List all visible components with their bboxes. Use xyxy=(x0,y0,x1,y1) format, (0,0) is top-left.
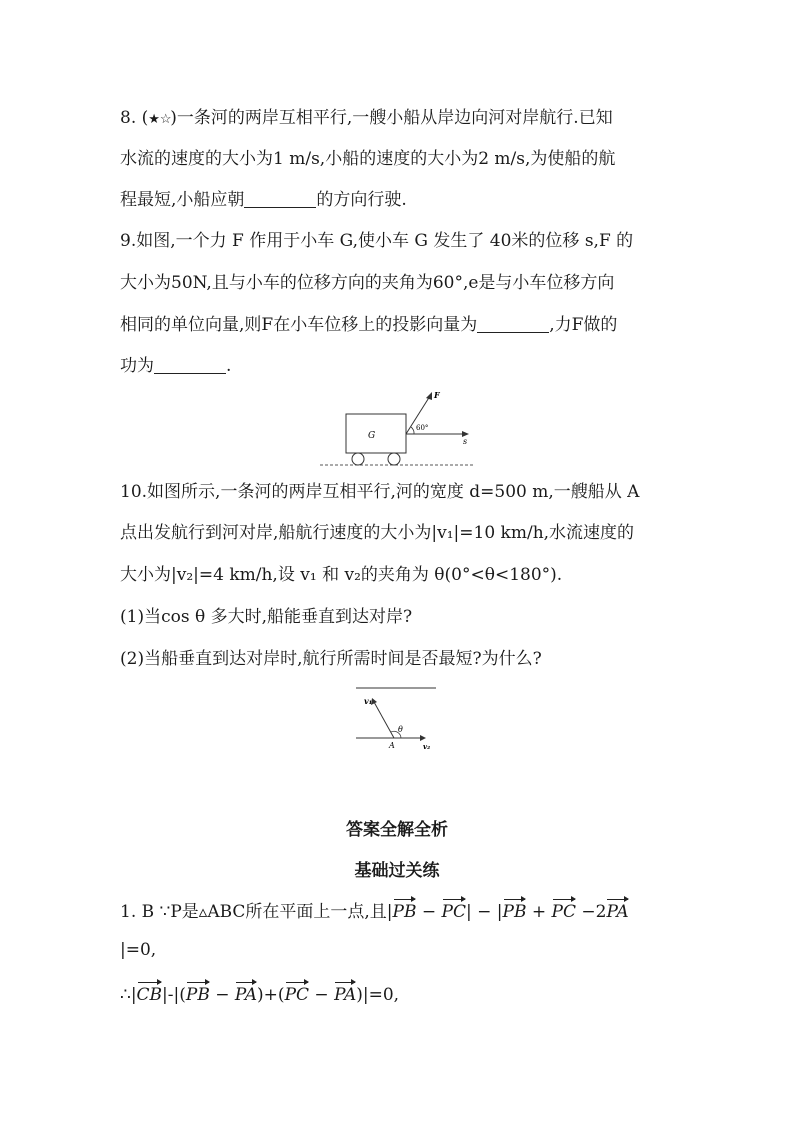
cart-force-figure xyxy=(318,388,478,470)
q10-line1: 10.如图所示,一条河的两岸互相平行,河的宽度 d=500 m,一艘船从 A xyxy=(120,482,640,502)
v1-label: v₁ xyxy=(364,696,373,706)
answer-blank xyxy=(477,316,549,333)
q10-line2: 点出发航行到河对岸,船航行速度的大小为|v₁|=10 km/h,水流速度的 xyxy=(120,523,635,543)
q8-line2: 水流的速度的大小为1 m/s,小船的速度的大小为2 m/s,为使船的航 xyxy=(120,149,616,169)
force-arrowhead xyxy=(426,392,432,400)
q9-line1: 9.如图,一个力 F 作用于小车 G,使小车 G 发生了 40米的位移 s,F 的 xyxy=(120,231,634,251)
answer-blank xyxy=(244,191,316,208)
car-label: G xyxy=(368,431,376,441)
a-label: A xyxy=(389,741,395,750)
answers-title: 答案全解全析 xyxy=(346,820,448,840)
cart-wheel-left xyxy=(352,453,364,465)
difficulty-star-icon: ★☆ xyxy=(148,112,172,127)
q10-line3: 大小为|v₂|=4 km/h,设 v₁ 和 v₂的夹角为 θ(0°<θ<180°). xyxy=(120,565,563,585)
q9-line2: 大小为50N,且与小车的位移方向的夹角为60°,e是与小车位移方向 xyxy=(120,273,615,293)
answer1-line1: 1. B ∵P是▵ABC所在平面上一点,且|PB − PC| − |PB + PC −2PA xyxy=(120,897,629,923)
v2-arrowhead xyxy=(420,735,426,741)
q10-part2: (2)当船垂直到达对岸时,航行所需时间是否最短?为什么? xyxy=(120,649,542,669)
river-figure xyxy=(352,684,442,756)
answer-blank xyxy=(154,357,226,374)
theta-label: θ xyxy=(398,725,403,734)
q10-part1: (1)当cos θ 多大时,船能垂直到达对岸? xyxy=(120,607,413,627)
cart-body xyxy=(346,414,406,453)
v2-label: v₂ xyxy=(423,742,431,751)
answer1-line3: ∴|CB|-|(PB − PA)+(PC − PA)|=0, xyxy=(120,980,399,1006)
disp-label: s xyxy=(463,437,468,446)
cart-wheel-right xyxy=(388,453,400,465)
q8-line3: 程最短,小船应朝 的方向行驶. xyxy=(120,190,407,210)
v1-arrow xyxy=(374,702,394,738)
force-label: F xyxy=(434,390,440,400)
q9-line3: 相同的单位向量,则F在小车位移上的投影向量为 ,力F做的 xyxy=(120,315,618,335)
q8-line1: 8. (★☆)一条河的两岸互相平行,一艘小船从岸边向河对岸航行.已知 xyxy=(120,107,613,131)
angle-label: 60° xyxy=(416,424,429,432)
answer1-line2: |=0, xyxy=(120,940,157,960)
angle-arc xyxy=(411,427,414,434)
answers-subtitle: 基础过关练 xyxy=(354,861,440,881)
q9-line4: 功为 . xyxy=(120,356,232,376)
